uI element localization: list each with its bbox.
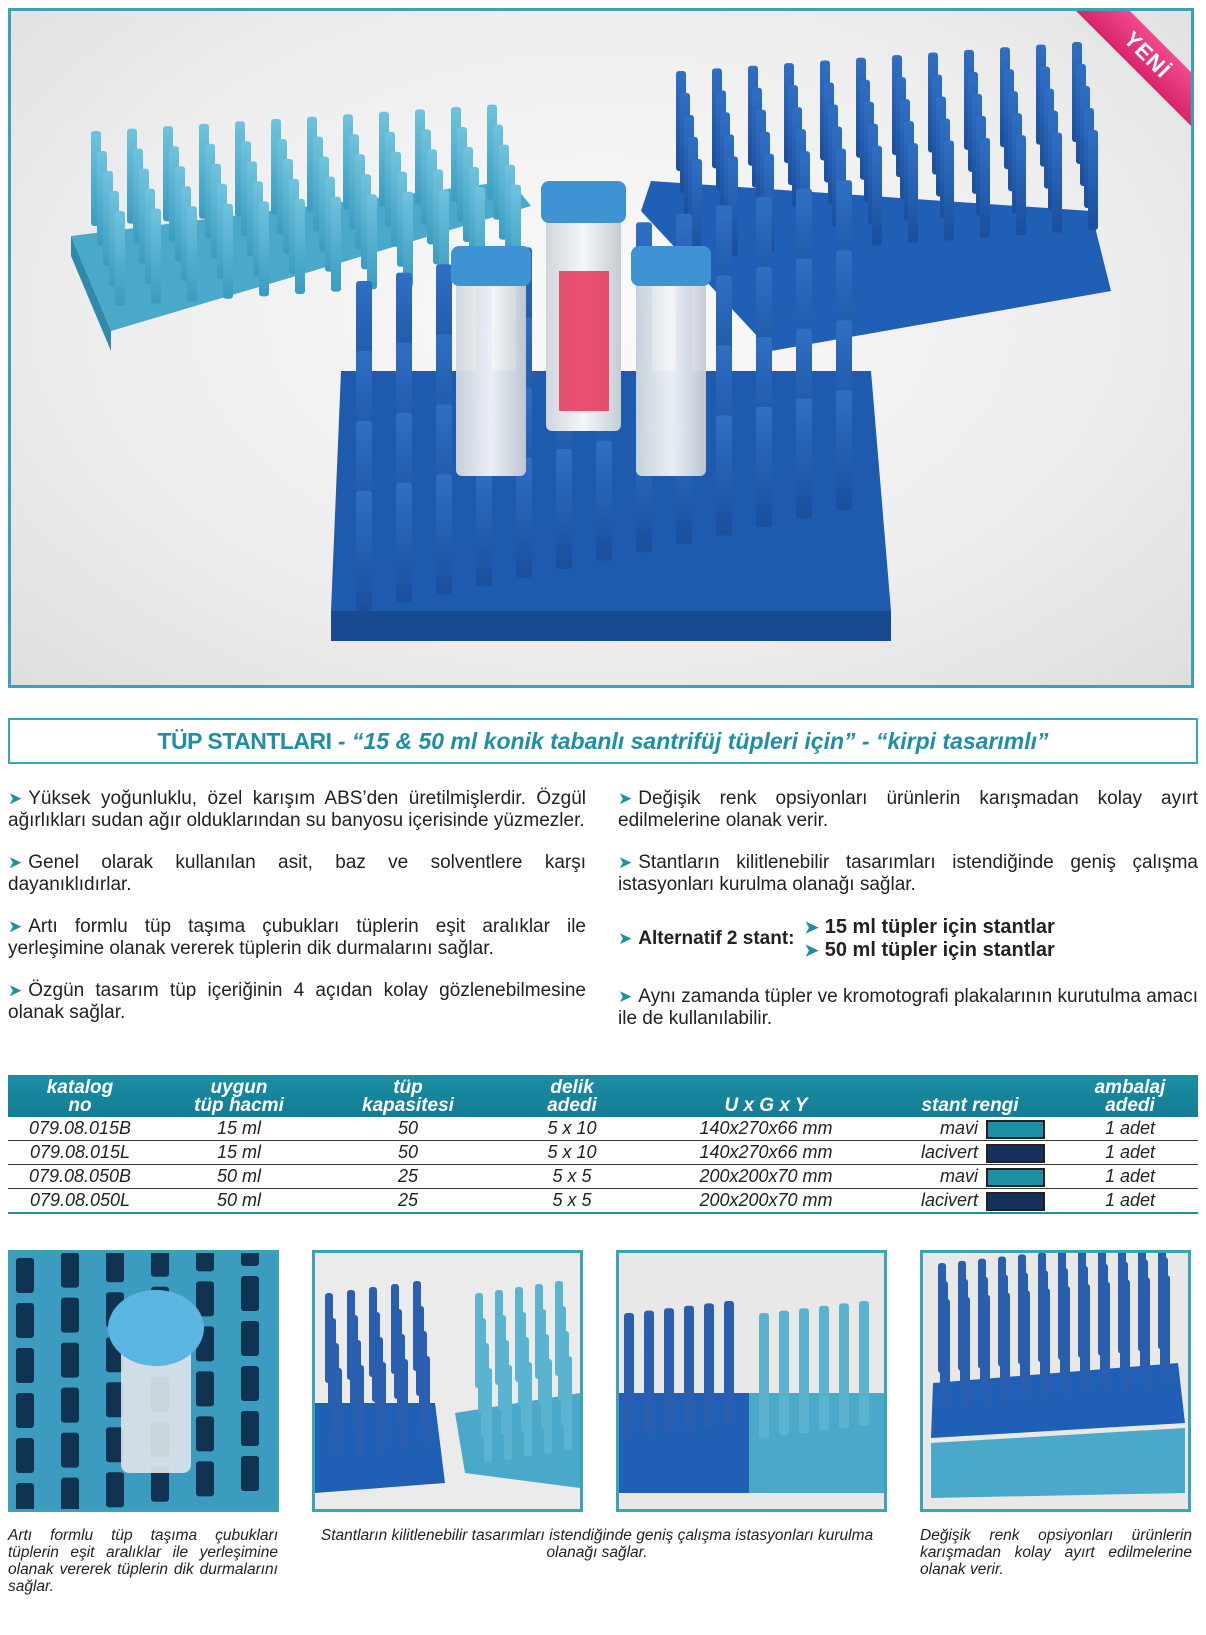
rack-pin [624, 1353, 634, 1438]
rack-pin [196, 1416, 214, 1451]
title-subtitle: - “15 & 50 ml konik tabanlı santrifüj tüpleri için” - “kirpi tasarımlı” [331, 728, 1049, 754]
cell-renk: mavi [878, 1165, 1062, 1189]
color-swatch [986, 1120, 1045, 1139]
rack-pin [564, 1356, 572, 1451]
cell-katalog: 079.08.015L [8, 1141, 152, 1165]
color-swatch [986, 1168, 1045, 1187]
rack-pin [106, 1472, 124, 1507]
feature-list-right [618, 788, 1198, 1050]
rack-pin [367, 194, 377, 289]
cell-ambalaj: 1 adet [1062, 1189, 1198, 1214]
cell-hacim: 50 ml [152, 1189, 326, 1214]
rack-pin [151, 1253, 169, 1277]
rack-pin [962, 1297, 970, 1407]
cell-katalog: 079.08.015B [8, 1117, 152, 1141]
rack-pin [1082, 1284, 1090, 1394]
rack-pin [187, 206, 197, 301]
rack-pin [16, 1303, 34, 1338]
thumb-color-options [920, 1250, 1191, 1512]
rack-pin [836, 390, 852, 510]
rack-pin [756, 407, 772, 527]
rack-pin [872, 146, 882, 246]
rack-pin [400, 1359, 408, 1449]
rack-pin [396, 483, 412, 603]
table-header-row [8, 1075, 1198, 1117]
rack-pin [61, 1388, 79, 1423]
color-swatch [986, 1192, 1045, 1211]
hero-product-photo [8, 8, 1194, 688]
col-header: tüp kapasitesi [326, 1075, 490, 1117]
rack-pin [1062, 1286, 1070, 1396]
cell-olcu: 200x200x70 mm [654, 1165, 878, 1189]
arrow-icon: ➤ [804, 918, 819, 937]
cell-kapasite: 50 [326, 1117, 490, 1141]
cell-hacim: 15 ml [152, 1117, 326, 1141]
cell-ambalaj: 1 adet [1062, 1117, 1198, 1141]
rack-pin [61, 1253, 79, 1288]
arrow-icon: ➤ [804, 941, 819, 960]
arrow-icon: ➤ [618, 987, 633, 1006]
rack-pin [151, 209, 161, 304]
feature-bullet: ➤ Artı formlu tüp taşıma çubukları tüplerin eşit aralıklar ile yerleşimine olanak vererek tüplerin dik durmalarını sağlar. [8, 916, 586, 959]
table-row [8, 1117, 1198, 1141]
cell-hacim: 15 ml [152, 1141, 326, 1165]
alternatif-block [618, 916, 1198, 962]
rack-pin [115, 211, 125, 306]
rack-pin [942, 1299, 950, 1409]
rack-pin [16, 1258, 34, 1293]
rack-pin [859, 1341, 869, 1426]
feature-bullet: ➤ Stantların kilitlenebilir tasarımları istendiğinde geniş çalışma istasyonları kurulma olanağı sağlar. [618, 852, 1198, 895]
cell-olcu: 140x270x66 mm [654, 1141, 878, 1165]
cell-katalog: 079.08.050L [8, 1189, 152, 1214]
cell-delik: 5 x 5 [490, 1165, 654, 1189]
feature-list-left [8, 788, 586, 1044]
rack-pin [241, 1411, 259, 1446]
alternatif-option: ➤ 15 ml tüpler için stantlar [804, 916, 1055, 938]
cell-katalog: 079.08.050B [8, 1165, 152, 1189]
rack-pin [422, 1356, 430, 1446]
rack-pin [16, 1438, 34, 1473]
rack-pin [596, 441, 612, 561]
rack-pin [331, 197, 341, 292]
rack-pin [106, 1253, 124, 1282]
caption-2: Stantların kilitlenebilir tasarımları istendiğinde geniş çalışma istasyonları kurulma olanağı sağlar. [320, 1527, 874, 1561]
cell-olcu: 200x200x70 mm [654, 1189, 878, 1214]
rack-pin [1102, 1282, 1110, 1392]
rack-pin [724, 1341, 734, 1426]
rack-pin [1142, 1277, 1150, 1387]
rack-pin [1042, 1288, 1050, 1398]
rack-pin [684, 1346, 694, 1431]
arrow-icon: ➤ [8, 853, 23, 872]
arrow-icon: ➤ [618, 853, 633, 872]
rack-pin [61, 1478, 79, 1509]
rack-pin [436, 474, 452, 594]
rack-pin [692, 159, 702, 259]
rack-pin [356, 1365, 364, 1455]
rack-pin [241, 1276, 259, 1311]
rack-pin [241, 1456, 259, 1491]
rack-pin [644, 1351, 654, 1436]
table-row [8, 1165, 1198, 1189]
rack-pin [704, 1343, 714, 1428]
rack-pin [1052, 133, 1062, 233]
col-header: stant rengi [878, 1075, 1062, 1117]
alternatif-options [805, 916, 1055, 962]
rack-pin [16, 1393, 34, 1428]
rack-illustration [11, 11, 1191, 685]
rack-pin [356, 491, 372, 611]
closeup-illustration [11, 1253, 276, 1509]
rack-pin [944, 141, 954, 241]
rack-pin [196, 1371, 214, 1406]
racks-illustration [315, 1253, 580, 1509]
rack-pin [1022, 1290, 1030, 1400]
rack-pin [61, 1298, 79, 1333]
feature-bullet: ➤ Genel olarak kullanılan asit, baz ve solventlere karşı dayanıklıdırlar. [8, 852, 586, 895]
cell-renk: lacivert [878, 1189, 1062, 1214]
feature-bullet: ➤ Değişik renk opsiyonları ürünlerin karışmadan kolay ayırt edilmelerine olanak verir. [618, 788, 1198, 831]
rack-pin [1162, 1275, 1170, 1385]
cell-renk: lacivert [878, 1141, 1062, 1165]
col-header: U x G x Y [654, 1075, 878, 1117]
rack-pin [16, 1483, 34, 1509]
arrow-icon: ➤ [8, 981, 23, 1000]
col-header: delik adedi [490, 1075, 654, 1117]
rack-pin [556, 449, 572, 569]
rack-pin [779, 1351, 789, 1436]
col-header: uygun tüp hacmi [152, 1075, 326, 1117]
arrow-icon: ➤ [618, 929, 633, 948]
rack-pin [196, 1461, 214, 1496]
cell-delik: 5 x 5 [490, 1189, 654, 1214]
arrow-icon: ➤ [8, 917, 23, 936]
rack-pin [61, 1343, 79, 1378]
caption-3: Değişik renk opsiyonları ürünlerin karışmadan kolay ayırt edilmelerine olanak verir. [920, 1527, 1192, 1578]
cell-hacim: 50 ml [152, 1165, 326, 1189]
rack-pin [61, 1433, 79, 1468]
feature-bullet: ➤ Aynı zamanda tüpler ve kromotografi plakalarının kurutulma amacı ile de kullanılabilir. [618, 986, 1198, 1029]
arrow-icon: ➤ [8, 789, 23, 808]
cell-delik: 5 x 10 [490, 1141, 654, 1165]
colors-illustration [923, 1253, 1188, 1509]
rack-pin [259, 201, 269, 296]
cell-kapasite: 50 [326, 1141, 490, 1165]
rack-pin [334, 1368, 342, 1458]
arrow-icon: ➤ [618, 789, 633, 808]
table-row [8, 1141, 1198, 1165]
rack-pin [664, 1348, 674, 1433]
cell-olcu: 140x270x66 mm [654, 1117, 878, 1141]
feature-bullet: ➤ Yüksek yoğunluklu, özel karışım ABS’den üretilmişlerdir. Özgül ağırlıkları sudan ağır olduklarından su banyosu içerisinde yüzmezler. [8, 788, 586, 831]
rack-pin [1002, 1293, 1010, 1403]
feature-bullet: ➤ Özgün tasarım tüp içeriğinin 4 açıdan kolay gözlenebilmesine olanak sağlar. [8, 980, 586, 1023]
rack-pin [796, 399, 812, 519]
product-table [8, 1075, 1198, 1214]
col-header: katalog no [8, 1075, 152, 1117]
rack-pin [544, 1359, 552, 1454]
col-header: ambalaj adedi [1062, 1075, 1198, 1117]
caption-1: Artı formlu tüp taşıma çubukları tüplerin eşit aralıklar ile yerleşimine olanak vererek tüplerin dik durmalarını sağlar. [8, 1527, 278, 1595]
cell-ambalaj: 1 adet [1062, 1165, 1198, 1189]
title-main: TÜP STANTLARI [157, 728, 332, 754]
rack-pin [908, 143, 918, 243]
rack-pin [819, 1346, 829, 1431]
rack-pin [484, 1368, 492, 1463]
thumb-closeup [8, 1250, 279, 1512]
locked-illustration [619, 1253, 884, 1509]
rack-pin [196, 1253, 214, 1271]
rack-pin [241, 1321, 259, 1356]
rack-pin [16, 1348, 34, 1383]
new-badge: YENİ [1074, 8, 1194, 128]
color-swatch [986, 1144, 1045, 1163]
rack-pin [524, 1362, 532, 1457]
cell-ambalaj: 1 adet [1062, 1141, 1198, 1165]
cell-kapasite: 25 [326, 1165, 490, 1189]
rack-pin [839, 1343, 849, 1428]
cell-delik: 5 x 10 [490, 1117, 654, 1141]
rack-pin [241, 1366, 259, 1401]
rack-pin [223, 204, 233, 299]
rack-pin [1016, 135, 1026, 235]
table-row [8, 1189, 1198, 1214]
rack-pin [982, 1295, 990, 1405]
rack-pin [403, 192, 413, 287]
rack-pin [1122, 1280, 1130, 1390]
rack-pin [759, 1353, 769, 1438]
alternatif-label: Alternatif 2 stant: [638, 928, 795, 949]
rack-pin [476, 466, 492, 586]
rack-pin [1088, 130, 1098, 230]
cell-kapasite: 25 [326, 1189, 490, 1214]
rack-pin [504, 1365, 512, 1460]
rack-pin [980, 138, 990, 238]
rack-pin [295, 199, 305, 294]
thumb-two-racks [312, 1250, 583, 1512]
rack-pin [378, 1362, 386, 1452]
alternatif-option: ➤ 50 ml tüpler için stantlar [804, 939, 1055, 961]
thumb-locked-racks [616, 1250, 887, 1512]
rack-pin [799, 1348, 809, 1433]
section-title [8, 718, 1198, 764]
rack-pin [716, 415, 732, 535]
cell-renk: mavi [878, 1117, 1062, 1141]
rack-pin [241, 1253, 259, 1266]
